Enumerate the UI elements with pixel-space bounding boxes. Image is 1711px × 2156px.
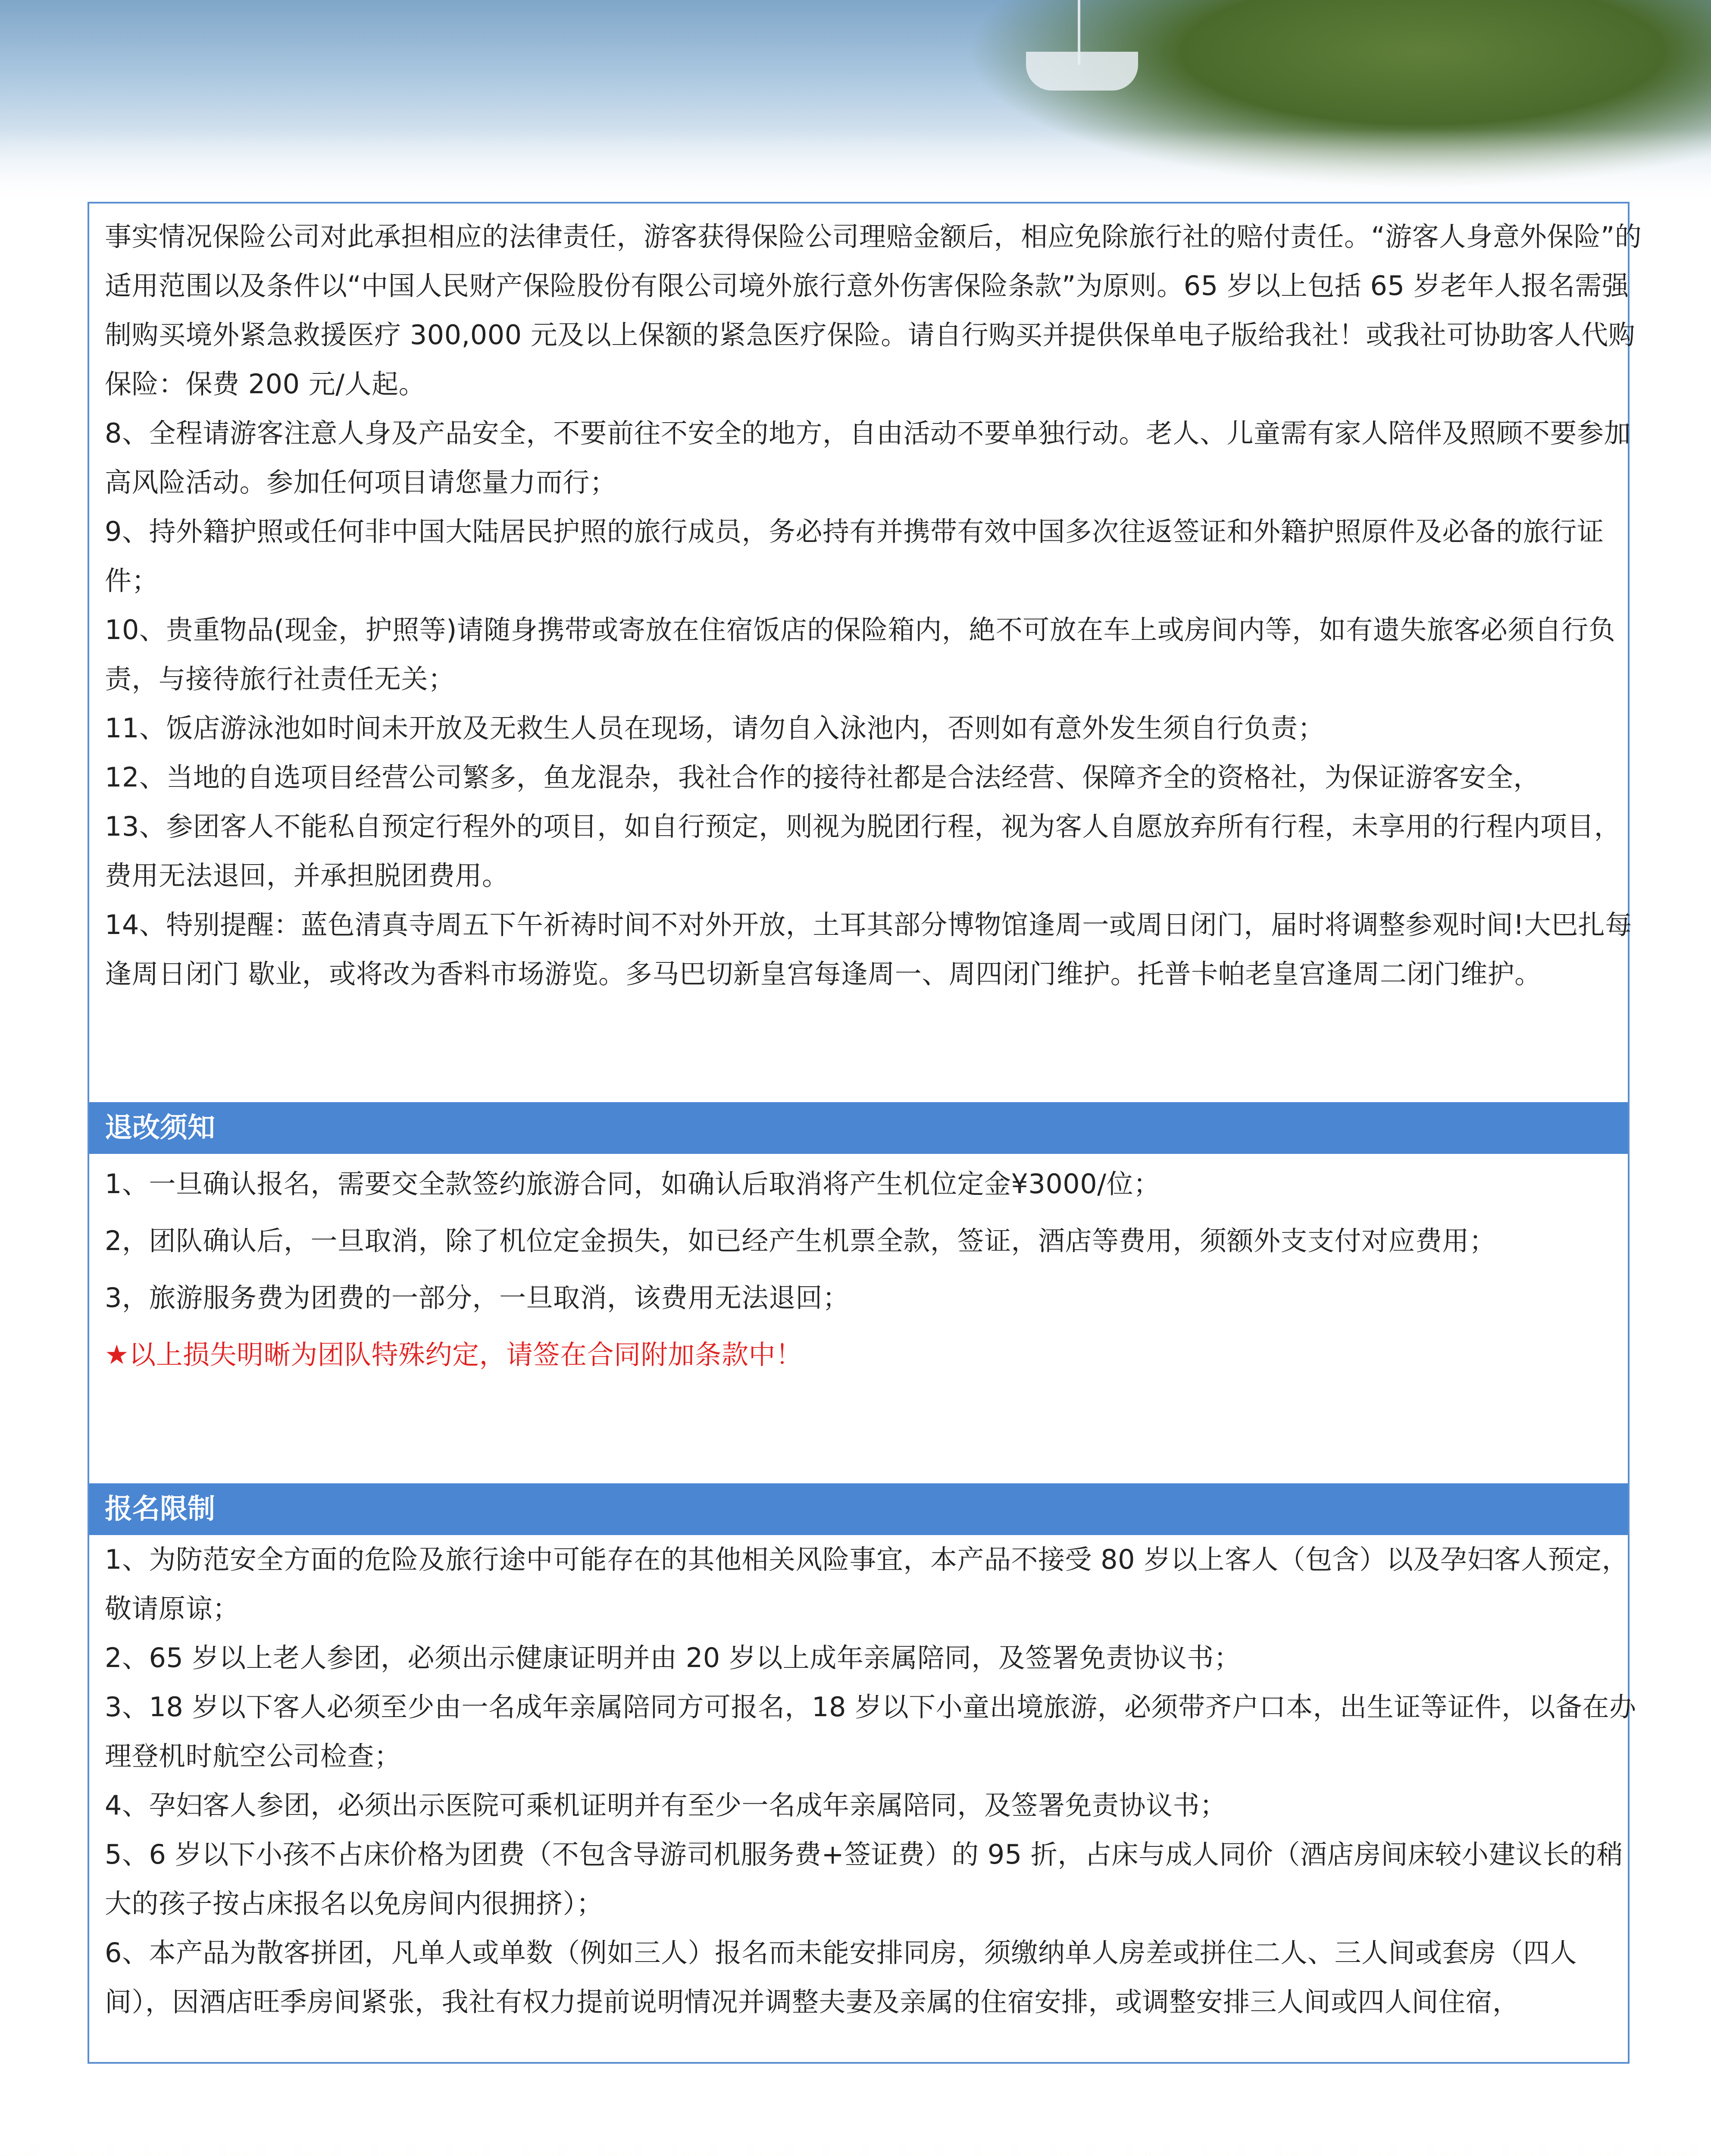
- note-14: 14、特别提醒：蓝色清真寺周五下午祈祷时间不对外开放，土耳其部分博物馆逢周一或周日闭门，届时将调整参观时间!大巴扎每逢周日闭门 歇业，或将改为香料市场游览。多马巴切新皇宫每逢周一、周四闭门维护。托普卡帕老皇宫逢周二闭门维护。: [105, 909, 1632, 990]
- refund-item-3: 3，旅游服务费为团费的一部分，一旦取消，该费用无法退回；: [105, 1282, 850, 1313]
- limit-item-1: 1、为防范安全方面的危险及旅行途中可能存在的其他相关风险事宜，本产品不接受 80 岁以上客人（包含）以及孕妇客人预定，敬请原谅；: [105, 1544, 1629, 1624]
- refund-item-1: 1、一旦确认报名，需要交全款签约旅游合同，如确认后取消将产生机位定金¥3000/位；: [105, 1168, 1160, 1200]
- refund-policy-header: [89, 1102, 1628, 1154]
- limit-item-2: 2、65 岁以上老人参团，必须出示健康证明并由 20 岁以上成年亲属陪同，及签署免责协议书；: [105, 1642, 1241, 1673]
- content-panel: [88, 202, 1642, 2064]
- limit-item-3: 3、18 岁以下客人必须至少由一名成年亲属陪同方可报名，18 岁以下小童出境旅游，必须带齐户口本，出生证等证件，以备在办理登机时航空公司检查；: [105, 1691, 1636, 1772]
- sailboat: [1026, 52, 1138, 91]
- refund-item-2: 2，团队确认后，一旦取消，除了机位定金损失，如已经产生机票全款，签证，酒店等费用，须额外支支付对应费用；: [105, 1225, 1496, 1257]
- limit-item-6: 6、本产品为散客拼团，凡单人或单数（例如三人）报名而未能安排同房，须缴纳单人房差或拼住二人、三人间或套房（四人间），因酒店旺季房间紧张，我社有权力提前说明情况并调整夫妻及亲属的住宿安排，或调整安排三人间或四人间住宿，: [105, 1937, 1577, 2018]
- note-8: 8、全程请游客注意人身及产品安全，不要前往不安全的地方，自由活动不要单独行动。老人、儿童需有家人陪伴及照顾不要参加高风险活动。参加任何项目请您量力而行；: [105, 417, 1631, 498]
- refund-policy-section: [89, 1156, 1657, 1383]
- notes-section: [89, 212, 1657, 999]
- registration-limits-title: 报名限制: [105, 1493, 215, 1525]
- refund-policy-title: 退改须知: [105, 1112, 215, 1144]
- hillside-town: [0, 2126, 1711, 2156]
- registration-limits-header: [89, 1483, 1628, 1535]
- photo-fade: [0, 129, 1711, 207]
- note-9: 9、持外籍护照或任何非中国大陆居民护照的旅行成员，务必持有并携带有效中国多次往返签证和外籍护照原件及必备的旅行证件；: [105, 516, 1604, 596]
- note-11: 11、饭店游泳池如时间未开放及无救生人员在现场，请勿自入泳池内，否则如有意外发生须自行负责；: [105, 712, 1325, 744]
- header-photo: [0, 0, 1711, 207]
- note-10: 10、贵重物品(现金，护照等)请随身携带或寄放在住宿饭店的保险箱内，絶不可放在车上或房间内等，如有遗失旅客必须自行负责，与接待旅行社责任无关；: [105, 614, 1616, 695]
- refund-notice: ★以上损失明晰为团队特殊约定，请签在合同附加条款中！: [105, 1339, 803, 1370]
- registration-limits-section: [89, 1535, 1657, 2027]
- limit-item-4: 4、孕妇客人参团，必须出示医院可乘机证明并有至少一名成年亲属陪同，及签署免责协议书；: [105, 1789, 1227, 1821]
- footer-photo: [0, 2126, 1711, 2156]
- limit-item-5: 5、6 岁以下小孩不占床价格为团费（不包含导游司机服务费+签证费）的 95 折，占床与成人同价（酒店房间床较小建议长的稍大的孩子按占床报名以免房间内很拥挤）；: [105, 1839, 1623, 1919]
- note-insurance: 事实情况保险公司对此承担相应的法律责任，游客获得保险公司理赔金额后，相应免除旅行社的赔付责任。“游客人身意外保险”的适用范围以及条件以“中国人民财产保险股份有限公司境外旅行意外伤害保险条款”为原则。65 岁以上包括 65 岁老年人报名需强制购买境外紧急救援医疗 300,000 元及以上保额的紧急医疗保险。请自行购买并提供保单电子版给我社！或我社可协助客人代购保险：保费 200 元/人起。: [105, 221, 1642, 400]
- note-13: 13、参团客人不能私自预定行程外的项目，如自行预定，则视为脱团行程，视为客人自愿放弃所有行程，未享用的行程内项目，费用无法退回，并承担脱团费用。: [105, 811, 1621, 891]
- note-12: 12、当地的自选项目经营公司繁多，鱼龙混杂，我社合作的接待社都是合法经营、保障齐全的资格社，为保证游客安全，: [105, 761, 1540, 793]
